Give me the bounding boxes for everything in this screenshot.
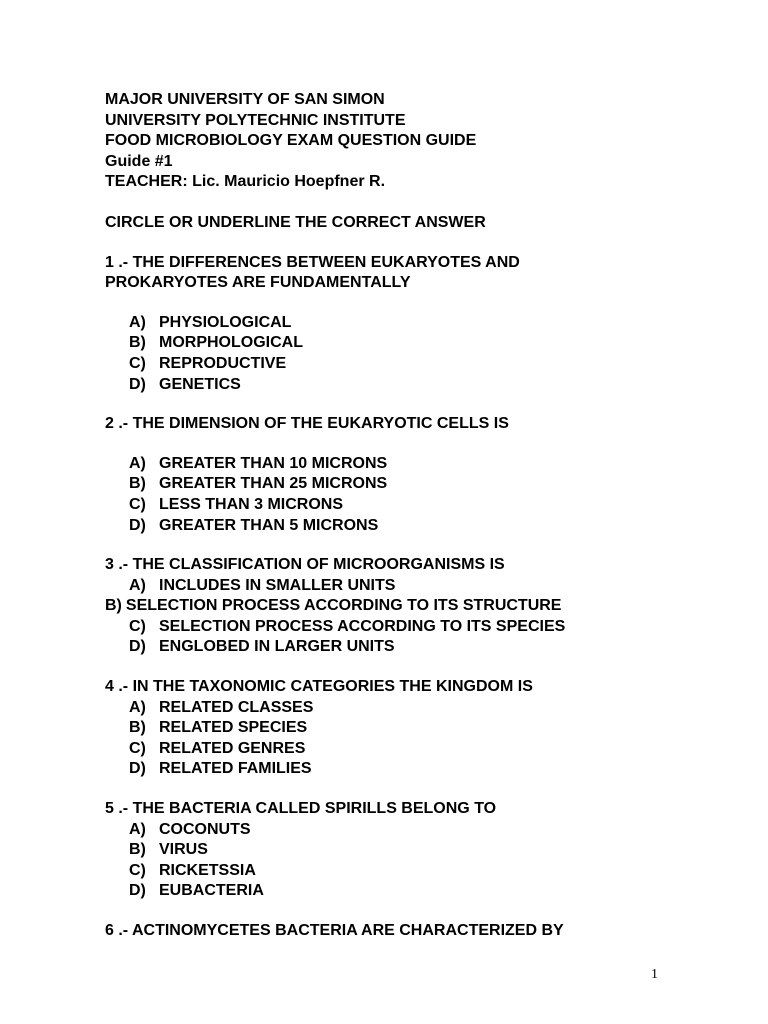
question-text-continued: PROKARYOTES ARE FUNDAMENTALLY — [105, 274, 411, 292]
question-text: 4 .- IN THE TAXONOMIC CATEGORIES THE KINGDOM IS — [105, 678, 533, 696]
answer-option-b[interactable]: B) RELATED SPECIES — [129, 719, 308, 737]
question-2 — [105, 414, 705, 536]
answer-option-a[interactable]: A) GREATER THAN 10 MICRONS — [129, 454, 388, 472]
document-header — [105, 90, 705, 193]
answer-option-d[interactable]: D) GREATER THAN 5 MICRONS — [129, 516, 379, 534]
question-4 — [105, 677, 705, 780]
guide-title: FOOD MICROBIOLOGY EXAM QUESTION GUIDE — [105, 132, 477, 150]
question-1 — [105, 253, 705, 396]
answer-option-c[interactable]: C) REPRODUCTIVE — [129, 354, 287, 372]
answer-options — [129, 454, 705, 536]
question-text: 1 .- THE DIFFERENCES BETWEEN EUKARYOTES AND — [105, 253, 520, 271]
answer-option-d[interactable]: D) RELATED FAMILIES — [129, 760, 312, 778]
instruction-text: CIRCLE OR UNDERLINE THE CORRECT ANSWER — [105, 213, 486, 231]
answer-option-d[interactable]: D) GENETICS — [129, 375, 241, 393]
answer-option-a[interactable]: A) INCLUDES IN SMALLER UNITS — [129, 576, 396, 594]
answer-option-c[interactable]: C) LESS THAN 3 MICRONS — [129, 495, 344, 513]
document-body — [105, 90, 705, 942]
answer-option-d[interactable]: D) ENGLOBED IN LARGER UNITS — [129, 638, 395, 656]
university-name: MAJOR UNIVERSITY OF SAN SIMON — [105, 91, 385, 108]
answer-options — [105, 576, 705, 658]
question-6 — [105, 921, 705, 942]
answer-option-c[interactable]: C) RICKETSSIA — [129, 861, 256, 879]
question-text: 2 .- THE DIMENSION OF THE EUKARYOTIC CELLS IS — [105, 415, 509, 433]
answer-options — [129, 313, 705, 395]
institute-name: UNIVERSITY POLYTECHNIC INSTITUTE — [105, 111, 406, 129]
answer-options — [129, 820, 705, 902]
answer-option-b[interactable]: B) MORPHOLOGICAL — [129, 334, 303, 352]
question-3 — [105, 555, 705, 658]
teacher-name: TEACHER: Lic. Mauricio Hoepfner R. — [105, 173, 386, 191]
answer-option-a[interactable]: A) PHYSIOLOGICAL — [129, 313, 292, 331]
question-text: 6 .- ACTINOMYCETES BACTERIA ARE CHARACTERIZED BY — [105, 922, 564, 939]
question-text: 3 .- THE CLASSIFICATION OF MICROORGANISMS IS — [105, 556, 505, 574]
answer-option-d[interactable]: D) EUBACTERIA — [129, 882, 264, 900]
guide-number: Guide #1 — [105, 152, 173, 170]
answer-option-c[interactable]: C) RELATED GENRES — [129, 739, 306, 757]
question-text: 5 .- THE BACTERIA CALLED SPIRILLS BELONG TO — [105, 800, 497, 818]
answer-option-a[interactable]: A) COCONUTS — [129, 820, 251, 838]
page-number: 1 — [651, 967, 658, 982]
question-5 — [105, 799, 705, 902]
answer-option-b[interactable]: B) GREATER THAN 25 MICRONS — [129, 475, 388, 493]
answer-option-a[interactable]: A) RELATED CLASSES — [129, 698, 314, 716]
answer-option-b[interactable]: B) VIRUS — [129, 841, 208, 859]
answer-option-c[interactable]: C) SELECTION PROCESS ACCORDING TO ITS SPECIES — [129, 617, 566, 635]
answer-options — [129, 698, 705, 780]
answer-option-b[interactable]: B) SELECTION PROCESS ACCORDING TO ITS STRUCTURE — [105, 597, 562, 615]
